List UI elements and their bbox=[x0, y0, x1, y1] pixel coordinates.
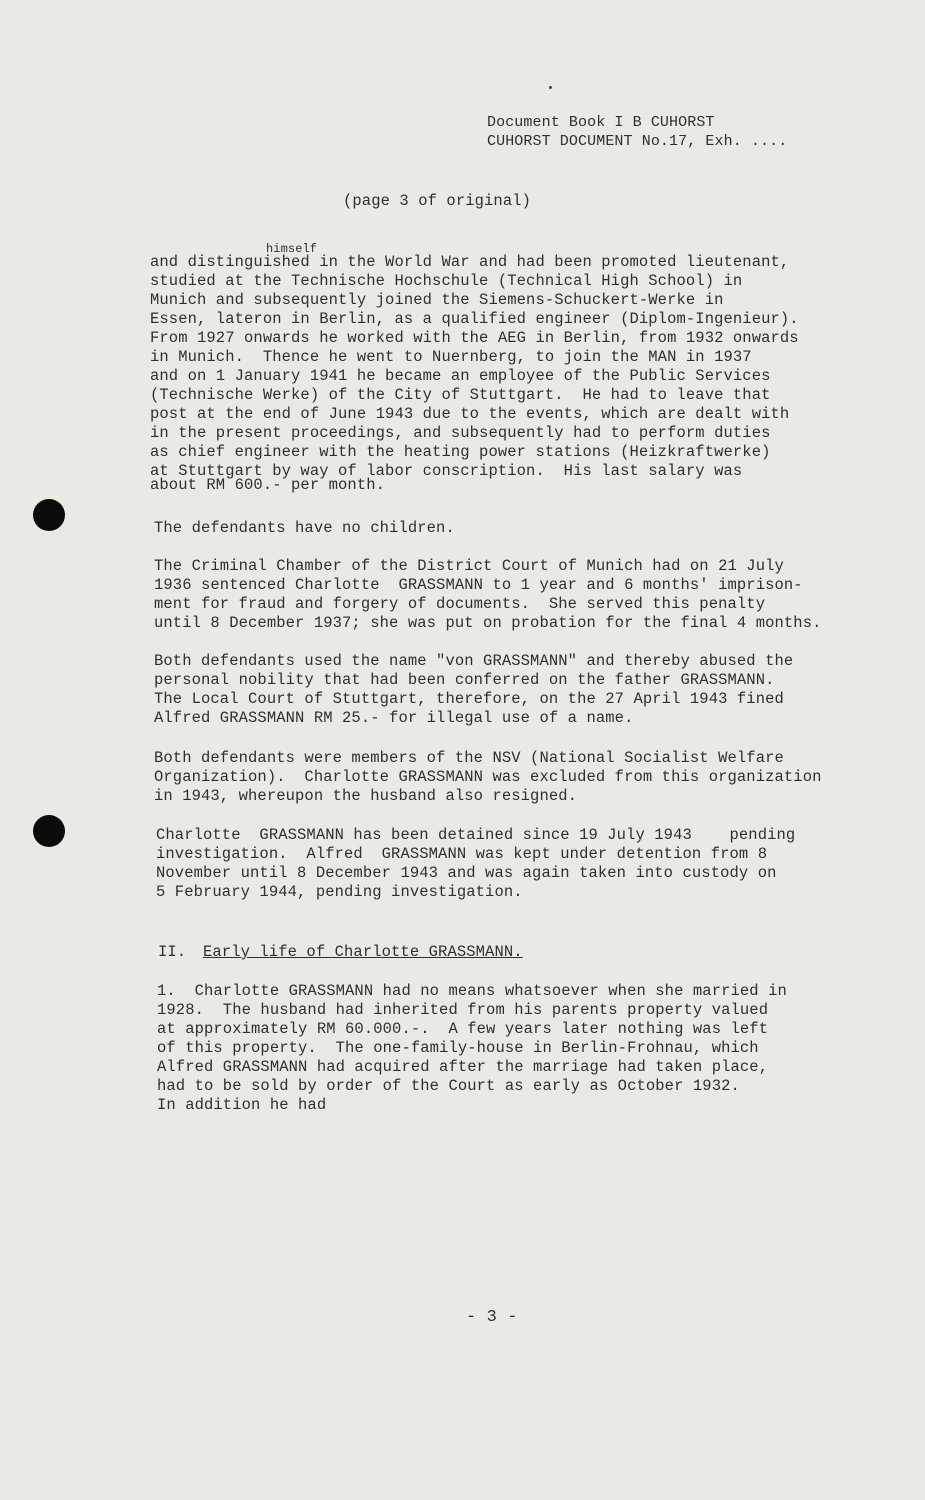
text-line: Both defendants used the name "von GRASSMANN" and thereby abused the bbox=[154, 652, 794, 670]
ink-speck bbox=[549, 86, 552, 89]
text-line: The Criminal Chamber of the District Court of Munich had on 21 July bbox=[154, 557, 784, 575]
text-line: (Technische Werke) of the City of Stuttgart. He had to leave that bbox=[150, 386, 771, 404]
punch-hole-top bbox=[33, 499, 65, 531]
text-line: Both defendants were members of the NSV (National Socialist Welfare bbox=[154, 749, 784, 767]
text-line: in 1943, whereupon the husband also resigned. bbox=[154, 787, 578, 805]
handwritten-insertion: himself bbox=[266, 242, 318, 256]
text-line: until 8 December 1937; she was put on probation for the final 4 months. bbox=[154, 614, 822, 632]
text-line: Alfred GRASSMANN had acquired after the marriage had taken place, bbox=[157, 1058, 769, 1076]
text-line: 1936 sentenced Charlotte GRASSMANN to 1 year and 6 months' imprison- bbox=[154, 576, 803, 594]
text-line: ment for fraud and forgery of documents. She served this penalty bbox=[154, 595, 766, 613]
text-line: about RM 600.- per month. bbox=[150, 476, 386, 494]
text-line: of this property. The one-family-house in Berlin-Frohnau, which bbox=[157, 1039, 759, 1057]
text-line: Munich and subsequently joined the Siemens-Schuckert-Werke in bbox=[150, 291, 724, 309]
text-line: studied at the Technische Hochschule (Technical High School) in bbox=[150, 272, 743, 290]
text-line: at approximately RM 60.000.-. A few years later nothing was left bbox=[157, 1020, 769, 1038]
text-line: Alfred GRASSMANN RM 25.- for illegal use of a name. bbox=[154, 709, 634, 727]
page-note: (page 3 of original) bbox=[343, 192, 532, 210]
page-number: - 3 - bbox=[466, 1308, 518, 1327]
text-line: Charlotte GRASSMANN has been detained since 19 July 1943 pending bbox=[156, 826, 796, 844]
text-line: investigation. Alfred GRASSMANN was kept under detention from 8 bbox=[156, 845, 768, 863]
text-line: as chief engineer with the heating power stations (Heizkraftwerke) bbox=[150, 443, 771, 461]
text-line: at Stuttgart by way of labor conscription. His last salary was bbox=[150, 462, 743, 480]
text-line: Organization). Charlotte GRASSMANN was excluded from this organization bbox=[154, 768, 822, 786]
text-line: 1. Charlotte GRASSMANN had no means whatsoever when she married in bbox=[157, 982, 787, 1000]
text-line: personal nobility that had been conferred on the father GRASSMANN. bbox=[154, 671, 775, 689]
text-line: The Local Court of Stuttgart, therefore, on the 27 April 1943 fined bbox=[154, 690, 784, 708]
text-line: and on 1 January 1941 he became an employee of the Public Services bbox=[150, 367, 771, 385]
text-line: in Munich. Thence he went to Nuernberg, to join the MAN in 1937 bbox=[150, 348, 752, 366]
text-line: in the present proceedings, and subsequently had to perform duties bbox=[150, 424, 771, 442]
text-line: The defendants have no children. bbox=[154, 519, 455, 537]
text-line: had to be sold by order of the Court as early as October 1932. bbox=[157, 1077, 740, 1095]
text-line: post at the end of June 1943 due to the events, which are dealt with bbox=[150, 405, 790, 423]
punch-hole-bottom bbox=[33, 815, 65, 847]
section-title: Early life of Charlotte GRASSMANN. bbox=[203, 943, 523, 961]
text-line: From 1927 onwards he worked with the AEG in Berlin, from 1932 onwards bbox=[150, 329, 799, 347]
text-line: In addition he had bbox=[157, 1096, 327, 1114]
header-line-1: Document Book I B CUHORST bbox=[487, 114, 715, 131]
text-line: and distinguished in the World War and had been promoted lieutenant, bbox=[150, 253, 790, 271]
section-number: II. bbox=[158, 943, 187, 961]
text-line: Essen, lateron in Berlin, as a qualified engineer (Diplom-Ingenieur). bbox=[150, 310, 799, 328]
text-line: 1928. The husband had inherited from his parents property valued bbox=[157, 1001, 769, 1019]
text-line: November until 8 December 1943 and was again taken into custody on bbox=[156, 864, 777, 882]
header-line-2: CUHORST DOCUMENT No.17, Exh. .... bbox=[487, 133, 788, 150]
text-line: 5 February 1944, pending investigation. bbox=[156, 883, 523, 901]
